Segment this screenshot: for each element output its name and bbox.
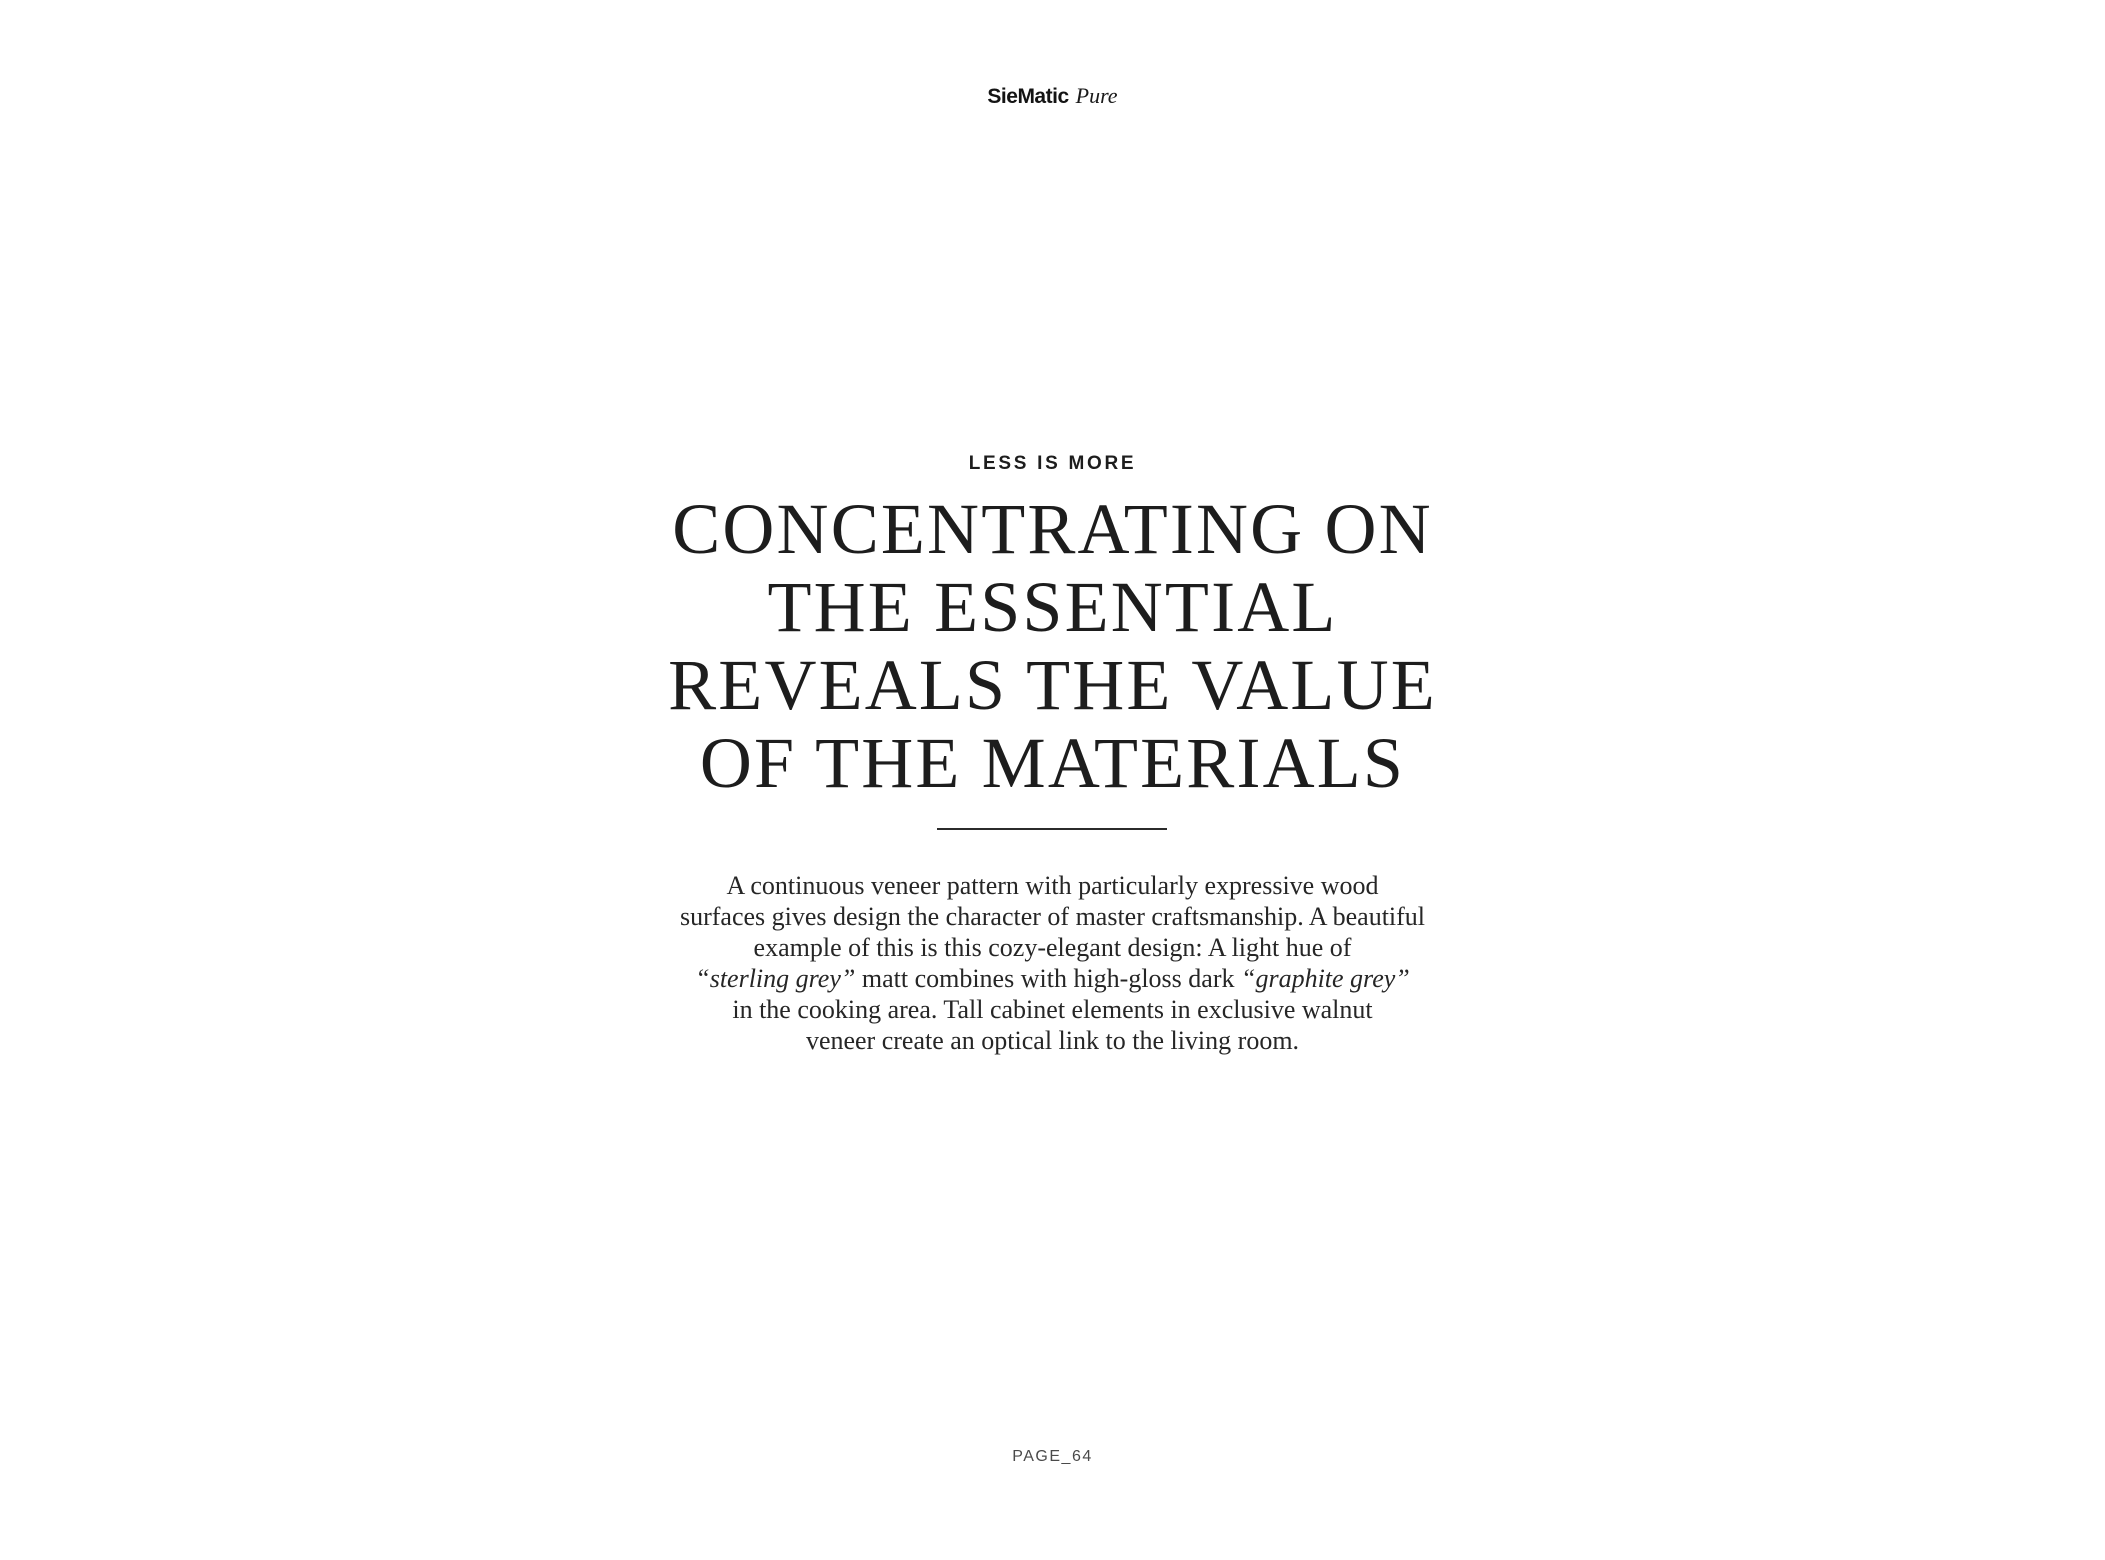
body-line-2: surfaces gives design the character of master craftsmanship. A beautiful	[679, 902, 1426, 931]
headline-line-1: CONCENTRATING ON	[672, 489, 1433, 569]
body-line-4-italic-sterling-grey: “sterling grey”	[695, 964, 856, 993]
body-line-5: in the cooking area. Tall cabinet elements in exclusive walnut	[732, 995, 1373, 1024]
headline-line-4: OF THE MATERIALS	[699, 723, 1406, 803]
headline	[0, 490, 2105, 802]
headline-line-2: THE ESSENTIAL	[767, 567, 1338, 647]
body-line-6: veneer create an optical link to the living room.	[805, 1026, 1300, 1055]
body-line-3: example of this is this cozy-elegant design: A light hue of	[753, 933, 1352, 962]
logo-brand-text: SieMatic	[987, 85, 1069, 108]
divider-rule	[937, 828, 1167, 830]
logo-suffix-text: Pure	[1075, 83, 1118, 108]
body-line-4-plain: matt combines with high-gloss dark	[855, 964, 1241, 993]
siematic-logo	[987, 84, 1117, 108]
body-copy	[0, 870, 2105, 1056]
body-line-4	[0, 963, 2105, 994]
body-line-4-italic-graphite-grey: “graphite grey”	[1240, 964, 1410, 993]
headline-line-3: REVEALS THE VALUE	[668, 645, 1437, 725]
kicker: LESS IS MORE	[968, 453, 1137, 474]
masthead	[0, 84, 2105, 109]
page-number: PAGE_64	[1012, 1448, 1093, 1465]
body-line-1: A continuous veneer pattern with particularly expressive wood	[726, 871, 1379, 900]
